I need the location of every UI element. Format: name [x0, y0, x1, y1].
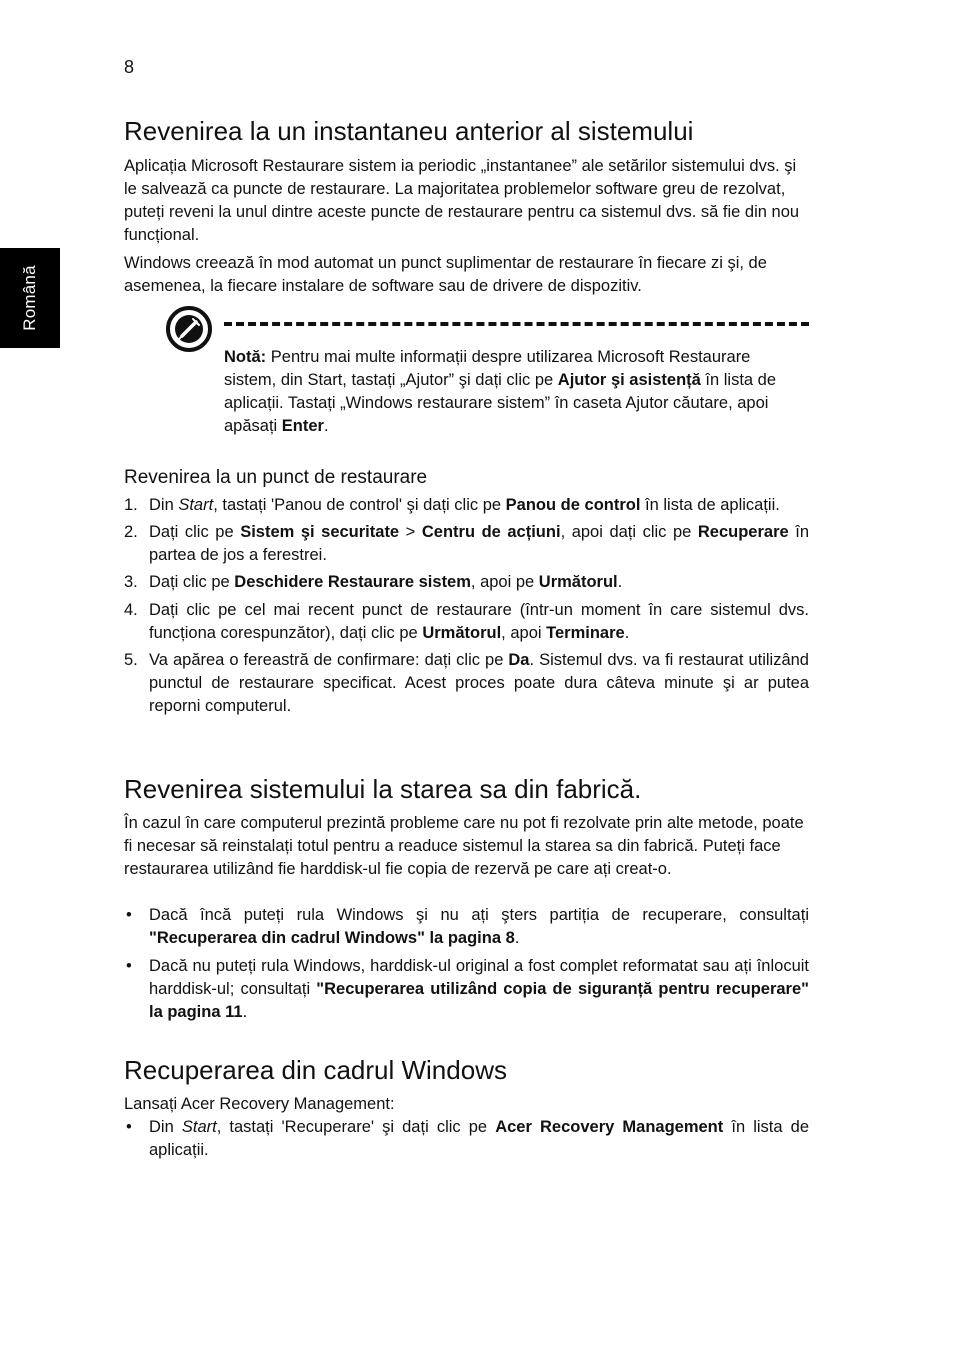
restore-steps-list	[124, 494, 809, 718]
list-item: • Din Start, tastați 'Recuperare' şi dați clic pe Acer Recovery Management în lista de aplicații.	[126, 1118, 810, 1159]
section-title-factory-reset: Revenirea sistemului la starea sa din fabrică.	[124, 774, 642, 804]
language-side-tab	[0, 248, 60, 348]
list-item: 5. Va apărea o fereastră de confirmare: dați clic pe Da. Sistemul dvs. va fi restaurat utilizând punctul de restaurare specificat. Acest proces poate dura câteva minute şi ar putea reporni computerul.	[124, 651, 809, 715]
list-item: 3. Dați clic pe Deschidere Restaurare sistem, apoi pe Următorul.	[124, 573, 623, 591]
note-divider	[224, 322, 809, 326]
section3-paragraph-1: Lansați Acer Recovery Management:	[124, 1095, 395, 1113]
list-item: 1. Din Start, tastați 'Panou de control' şi dați clic pe Panou de control în lista de aplicații.	[124, 496, 780, 514]
list-item: 2. Dați clic pe Sistem şi securitate > Centru de acțiuni, apoi dați clic pe Recuperare în partea de jos a ferestrei.	[124, 523, 809, 564]
note-text: Notă: Pentru mai multe informații despre utilizarea Microsoft Restaurare sistem, din Start, tastați „Ajutor” şi dați clic pe Ajutor şi asistență în lista de aplicații. Tastați „Windows restaurare sistem” în caseta Ajutor căutare, apoi apăsați Enter.	[224, 348, 777, 435]
subsection-title-restore-point: Revenirea la un punct de restaurare	[124, 467, 428, 488]
list-item: • Dacă nu puteți rula Windows, harddisk-ul original a fost complet reformatat sau ați înlocuit harddisk-ul; consultați "Recuperarea utilizând copia de siguranță pentru recuperare" la pagina 11.	[126, 957, 809, 1021]
factory-reset-bullets	[124, 904, 809, 1024]
list-item: 4. Dați clic pe cel mai recent punct de restaurare (într-un moment în care sistemul dvs. funcționa corespunzător), dați clic pe Următorul, apoi Terminare.	[124, 601, 809, 642]
section2-paragraph-1: În cazul în care computerul prezintă probleme care nu pot fi rezolvate prin alte metode, poate fi necesar să reinstalați totul pentru a readuce sistemul la starea sa din fabrică. Puteți face restaurarea utilizând fie harddisk-ul fie copia de rezervă pe care ați creat-o.	[124, 814, 804, 878]
language-side-tab-label: Română	[20, 265, 39, 331]
windows-recovery-bullets	[124, 1116, 809, 1162]
page-number: 8	[124, 57, 135, 77]
section1-paragraph-1: Aplicația Microsoft Restaurare sistem ia periodic „instantanee” ale setărilor sistemului dvs. şi le salvează ca puncte de restaurare. La majoritatea problemelor software greu de rezolvat, puteți reveni la unul dintre aceste puncte de restaurare pentru ca sistemul dvs. să fie din nou funcțional.	[124, 157, 800, 244]
note-icon	[165, 305, 213, 353]
list-item: • Dacă încă puteți rula Windows şi nu ați şters partiția de recuperare, consultați "Recuperarea din cadrul Windows" la pagina 8.	[126, 906, 809, 947]
section-title-windows-recovery: Recuperarea din cadrul Windows	[124, 1055, 507, 1085]
section1-paragraph-2: Windows creează în mod automat un punct suplimentar de restaurare în fiecare zi şi, de asemenea, la fiecare instalare de software sau de drivere de dispozitiv.	[124, 254, 767, 295]
section-title-snapshot: Revenirea la un instantaneu anterior al sistemului	[124, 116, 694, 146]
